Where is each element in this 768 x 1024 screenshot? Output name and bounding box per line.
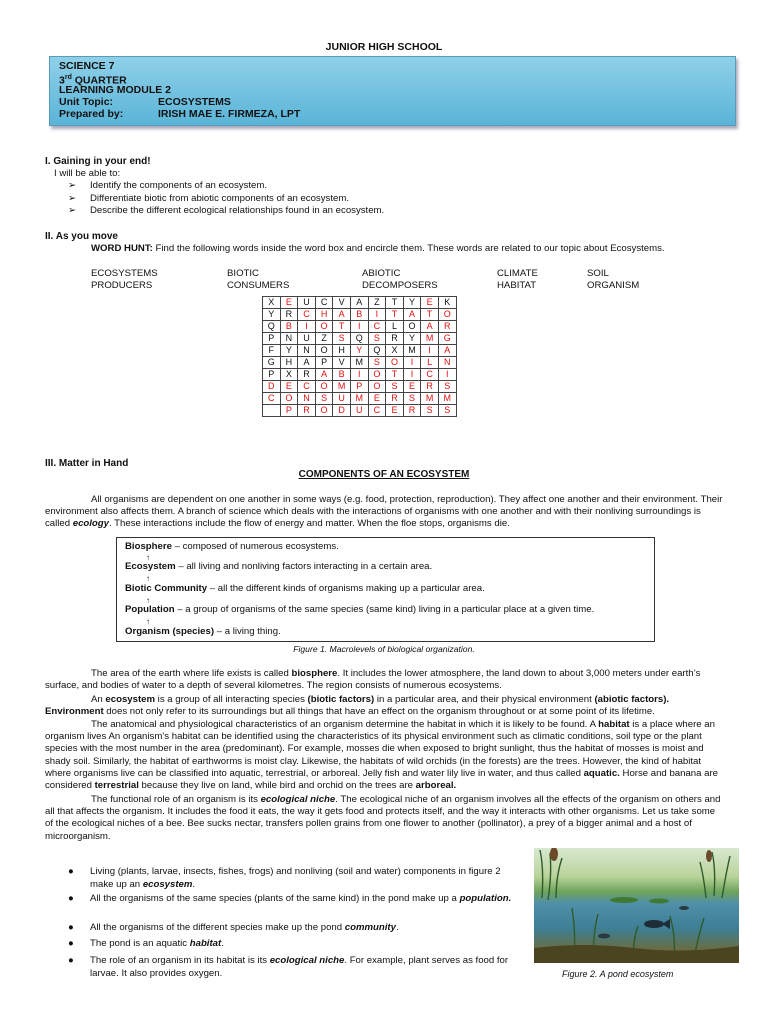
grid-cell: D — [333, 405, 351, 417]
grid-cell: O — [315, 321, 333, 333]
term-ecology: ecology — [72, 518, 109, 530]
level-desc: – a group of organisms of the same species (same kind) living in a particular place at a given time. — [174, 604, 595, 615]
text-run: . — [395, 922, 399, 933]
grid-cell: S — [315, 393, 333, 405]
text-run: . For example, plant serves as food for larvae. It also provides oxygen. — [90, 955, 509, 979]
grid-cell: N — [298, 345, 316, 357]
quarter-number: 3 — [59, 74, 65, 87]
objective-item — [68, 193, 384, 206]
grid-row — [263, 345, 457, 357]
school-title: JUNIOR HIGH SCHOOL — [325, 41, 443, 53]
unit-topic-value: ECOSYSTEMS — [158, 96, 231, 108]
grid-cell: V — [333, 357, 351, 369]
bullet-term: ecosystem — [142, 878, 193, 890]
grid-cell: Y — [263, 309, 281, 321]
grid-cell: Q — [350, 333, 368, 345]
objectives-list — [68, 180, 384, 218]
grid-cell: A — [421, 321, 439, 333]
term-ecosystem: ecosystem — [105, 694, 156, 705]
level-term: Biotic Community — [125, 583, 208, 594]
grid-cell: P — [280, 405, 298, 417]
quarter-suffix: rd — [64, 74, 72, 81]
prepared-by-line — [59, 108, 459, 120]
text-run: The functional role of an organism is its — [91, 794, 261, 805]
up-arrow-icon: ↑ — [146, 574, 150, 583]
grid-cell: M — [421, 333, 439, 345]
word-item: CLIMATE — [497, 268, 538, 279]
grid-cell: M — [350, 357, 368, 369]
grid-cell: O — [403, 321, 421, 333]
grid-cell: C — [298, 309, 316, 321]
grid-cell: Y — [280, 345, 298, 357]
grid-row — [263, 297, 457, 309]
term-arboreal: arboreal. — [415, 780, 457, 792]
grid-cell: E — [403, 381, 421, 393]
bullet-term: ecological niche — [269, 955, 345, 966]
grid-cell: C — [315, 297, 333, 309]
grid-cell: C — [263, 393, 281, 405]
grid-cell: I — [298, 321, 316, 333]
grid-cell: C — [298, 381, 316, 393]
up-arrow-icon: ↑ — [146, 617, 150, 626]
grid-cell: V — [333, 297, 351, 309]
level-desc: – a living thing. — [214, 626, 281, 637]
paragraph-ecology — [45, 494, 725, 531]
section-1-heading: I. Gaining in your end! — [45, 156, 151, 167]
text-run: does not only refer to its surroundings but all things that have an effect on the organism throughout or at some point of its lifetime. — [103, 706, 655, 718]
level-desc: – all the different kinds of organisms making up a particular area. — [207, 583, 485, 594]
grid-row — [263, 333, 457, 345]
objective-text: Describe the different ecological relationships found in an ecosystem. — [90, 205, 385, 216]
unit-topic-label: Unit Topic: — [59, 96, 114, 108]
biological-levels-box — [116, 537, 655, 642]
grid-row — [263, 393, 457, 405]
arrow-bullet-icon: ➢ — [68, 192, 77, 204]
word-search-grid — [262, 296, 457, 417]
level-biotic-community — [125, 583, 485, 594]
paragraph-habitat — [45, 719, 725, 792]
grid-cell: E — [280, 381, 298, 393]
grid-cell: P — [263, 333, 281, 345]
grid-cell: D — [263, 381, 281, 393]
grid-cell: I — [368, 309, 386, 321]
grid-cell: L — [386, 321, 404, 333]
level-term: Organism (species) — [125, 626, 215, 637]
grid-cell: N — [280, 333, 298, 345]
section-3-heading: III. Matter in Hand — [45, 458, 129, 469]
subject-line: SCIENCE 7 — [59, 60, 115, 72]
grid-cell: R — [403, 405, 421, 417]
level-population — [125, 604, 594, 615]
grid-cell: P — [263, 369, 281, 381]
module-header-box — [49, 56, 736, 126]
term-abiotic-factors: (abiotic factors). — [594, 694, 670, 705]
grid-cell: O — [368, 381, 386, 393]
grid-cell: O — [315, 381, 333, 393]
text-run: . It includes the lower atmosphere, the land down to about 3,000 meters under earth’s surface, and bodies of water to a depth of several kilometres. The region consists of numerous ecosystems. — [45, 668, 701, 692]
text-run: in a particular area, and their physical environment — [374, 694, 595, 705]
text-run: . — [221, 938, 224, 949]
grid-row — [263, 309, 457, 321]
grid-cell: I — [403, 369, 421, 381]
grid-cell: I — [403, 357, 421, 369]
level-desc: – all living and nonliving factors interacting in a certain area. — [175, 561, 433, 572]
grid-cell: E — [280, 297, 298, 309]
bullet-dot-icon: ● — [68, 938, 74, 949]
grid-cell: H — [280, 357, 298, 369]
grid-cell: P — [350, 381, 368, 393]
term-terrestrial: terrestrial — [94, 780, 139, 792]
grid-cell: U — [298, 297, 316, 309]
pond-bullet — [68, 866, 515, 892]
text-run: The pond is an aquatic — [90, 938, 190, 949]
module-line: LEARNING MODULE 2 — [59, 84, 172, 96]
grid-cell: C — [368, 405, 386, 417]
grid-cell: U — [298, 333, 316, 345]
up-arrow-icon: ↑ — [146, 596, 150, 605]
grid-cell: I — [438, 369, 456, 381]
grid-cell: E — [421, 297, 439, 309]
pond-illustration — [534, 848, 739, 963]
grid-cell: Z — [368, 297, 386, 309]
bullet-term: habitat — [189, 938, 222, 949]
word-item: DECOMPOSERS — [362, 280, 438, 291]
grid-cell: A — [298, 357, 316, 369]
grid-row — [263, 381, 457, 393]
word-item: PRODUCERS — [91, 280, 153, 291]
text-run: Living (plants, larvae, insects, fishes, frogs) and nonliving (soil and water) components in figure 2 make up an — [90, 866, 501, 890]
grid-row — [263, 357, 457, 369]
grid-cell: T — [386, 309, 404, 321]
grid-cell: M — [421, 393, 439, 405]
grid-cell: S — [403, 393, 421, 405]
grid-cell: Z — [315, 333, 333, 345]
level-ecosystem — [125, 561, 432, 572]
grid-cell: A — [333, 309, 351, 321]
level-desc: – composed of numerous ecosystems. — [171, 541, 339, 552]
word-item: ORGANISM — [587, 280, 640, 291]
figure-2-caption: Figure 2. A pond ecosystem — [562, 969, 674, 979]
grid-cell: O — [386, 357, 404, 369]
bullet-dot-icon: ● — [68, 893, 74, 904]
quarter-word: QUARTER — [74, 74, 127, 87]
unit-topic-line — [59, 96, 459, 108]
grid-cell: U — [333, 393, 351, 405]
word-item: CONSUMERS — [227, 280, 290, 291]
grid-cell: A — [315, 369, 333, 381]
word-item: SOIL — [587, 268, 609, 279]
text-run: . The ecological niche of an organism involves all the effects of the organism on others and all that affects the organism. It includes the food it eats, the way it gets food and protects itself, and the way it interacts with other organisms. Let us take some of the ecological niches of a bee. Bee sucks nectar, transfers pollen grains from one flower to another (pollinator), a prey of a bigger animal and a host of microorganism. — [45, 794, 721, 842]
grid-cell: Y — [403, 333, 421, 345]
arrow-bullet-icon: ➢ — [68, 205, 77, 216]
grid-cell: X — [386, 345, 404, 357]
word-item: ECOSYSTEMS — [91, 268, 158, 279]
grid-cell: B — [350, 309, 368, 321]
text-run: because they live on land, while bird and orchid on the trees are — [138, 780, 416, 792]
word-item: BIOTIC — [227, 268, 259, 279]
text-run: is a place where an organism lives An organism’s habitat can be identified using the characteristics of its physical environment such as climatic conditions, soil type or the plant species with the most number in the area (predominant). For example, mosses die when exposed to bright sunlight, thus the habitat of mosses is moist and shady soil. Similarly, the habitat of earthworms is moist clay. Likewise, the habitats of wild orchids (in the forests) are the trees. However, the kind of habitat where organisms live can be classified into aquatic, terrestrial, or arboreal. Jelly fish and water lily live in water, and thus called — [45, 719, 715, 779]
grid-cell: B — [333, 369, 351, 381]
word-hunt-text: Find the following words inside the word box and encircle them. These words are related to our topic about Ecosystems. — [152, 243, 665, 254]
grid-cell: O — [315, 345, 333, 357]
text-run: . These interactions include the flow of energy and matter. When the floe stops, organisms die. — [109, 518, 510, 530]
section-2-heading: II. As you move — [45, 231, 118, 242]
grid-cell: A — [350, 297, 368, 309]
level-term: Ecosystem — [125, 561, 176, 572]
grid-cell: S — [368, 333, 386, 345]
grid-cell: Y — [350, 345, 368, 357]
prepared-by-label: Prepared by: — [59, 108, 124, 120]
text-run: The anatomical and physiological characteristics of an organism determine the habitat in which it is likely to be found. A — [91, 719, 599, 730]
grid-cell: K — [438, 297, 456, 309]
grid-cell: T — [386, 297, 404, 309]
grid-cell: H — [333, 345, 351, 357]
bullet-term: population. — [459, 893, 512, 904]
grid-cell: R — [298, 405, 316, 417]
grid-cell: G — [438, 333, 456, 345]
grid-cell: X — [280, 369, 298, 381]
text-run: All the organisms of the same species (plants of the same kind) in the pond make up a — [90, 893, 460, 904]
grid-cell: R — [280, 309, 298, 321]
grid-row — [263, 369, 457, 381]
term-habitat: habitat — [598, 719, 630, 730]
grid-cell: M — [403, 345, 421, 357]
components-title: COMPONENTS OF AN ECOSYSTEM — [298, 469, 470, 480]
grid-cell: B — [280, 321, 298, 333]
term-biotic-factors: (biotic factors) — [307, 694, 375, 705]
pond-bullet — [68, 938, 515, 951]
grid-cell: N — [438, 357, 456, 369]
word-hunt-label: WORD HUNT: — [91, 243, 153, 254]
level-term: Biosphere — [125, 541, 172, 552]
objectives-intro: I will be able to: — [54, 168, 121, 179]
objective-text: Differentiate biotic from abiotic components of an ecosystem. — [90, 192, 349, 204]
prepared-by-value: IRISH MAE E. FIRMEZA, LPT — [158, 108, 301, 120]
grid-cell: U — [350, 405, 368, 417]
text-run: Horse and banana are considered — [45, 767, 718, 792]
grid-cell: C — [368, 321, 386, 333]
grid-cell: R — [386, 393, 404, 405]
grid-cell: R — [438, 321, 456, 333]
grid-cell: S — [421, 405, 439, 417]
pond-bullet — [68, 922, 515, 935]
grid-cell: P — [315, 357, 333, 369]
grid-cell: T — [386, 369, 404, 381]
level-organism — [125, 626, 281, 637]
grid-cell: S — [368, 357, 386, 369]
objective-item — [68, 205, 384, 218]
grid-cell: S — [333, 333, 351, 345]
grid-cell: O — [280, 393, 298, 405]
text-run: An — [91, 694, 106, 705]
grid-cell: Y — [403, 297, 421, 309]
paragraph-biosphere — [45, 668, 725, 692]
grid-cell: H — [315, 309, 333, 321]
paragraph-niche — [45, 794, 725, 843]
term-environment: Environment — [45, 706, 104, 718]
grid-cell: X — [263, 297, 281, 309]
text-run: The area of the earth where life exists is called — [91, 668, 292, 679]
grid-cell: S — [438, 405, 456, 417]
grid-cell: E — [386, 405, 404, 417]
bullet-dot-icon: ● — [68, 866, 74, 877]
pond-ecosystem-image — [534, 848, 739, 963]
grid-cell: Q — [263, 321, 281, 333]
bullet-term: community — [344, 922, 396, 933]
grid-cell: Q — [368, 345, 386, 357]
level-term: Population — [125, 604, 175, 615]
grid-cell: G — [263, 357, 281, 369]
grid-cell: O — [315, 405, 333, 417]
grid-cell: R — [386, 333, 404, 345]
grid-cell: C — [421, 369, 439, 381]
grid-cell: A — [438, 345, 456, 357]
grid-cell: S — [438, 381, 456, 393]
pond-bullet — [68, 893, 515, 906]
figure-1-caption: Figure 1. Macrolevels of biological organization. — [293, 644, 475, 654]
up-arrow-icon: ↑ — [146, 553, 150, 562]
word-hunt-instructions — [91, 243, 665, 256]
grid-cell: T — [333, 321, 351, 333]
level-biosphere — [125, 541, 339, 552]
grid-cell: S — [386, 381, 404, 393]
grid-cell: M — [350, 393, 368, 405]
objective-text: Identify the components of an ecosystem. — [90, 180, 268, 191]
term-aquatic: aquatic. — [583, 767, 620, 779]
paragraph-ecosystem — [45, 694, 725, 718]
word-item: HABITAT — [497, 280, 537, 291]
grid-cell: T — [421, 309, 439, 321]
objective-item — [68, 180, 384, 193]
text-run: All the organisms of the different species make up the pond — [90, 922, 345, 933]
grid-cell: M — [333, 381, 351, 393]
grid-cell: O — [438, 309, 456, 321]
grid-cell — [263, 405, 281, 417]
term-biosphere: biosphere — [291, 668, 338, 679]
word-list — [0, 268, 768, 294]
grid-cell: R — [421, 381, 439, 393]
grid-cell: N — [298, 393, 316, 405]
word-item: ABIOTIC — [362, 268, 401, 279]
grid-cell: F — [263, 345, 281, 357]
grid-cell: L — [421, 357, 439, 369]
grid-cell: I — [350, 321, 368, 333]
bullet-dot-icon: ● — [68, 922, 74, 933]
bullet-dot-icon: ● — [68, 955, 74, 966]
grid-row — [263, 405, 457, 417]
text-run: is a group of all interacting species — [155, 694, 308, 705]
grid-cell: R — [298, 369, 316, 381]
grid-cell: E — [368, 393, 386, 405]
pond-bullet — [68, 955, 515, 981]
grid-cell: I — [421, 345, 439, 357]
grid-cell: M — [438, 393, 456, 405]
arrow-bullet-icon: ➢ — [68, 180, 77, 191]
term-ecological-niche: ecological niche — [260, 794, 336, 805]
grid-cell: O — [368, 369, 386, 381]
text-run: . — [192, 878, 196, 890]
grid-row — [263, 321, 457, 333]
text-run: The role of an organism in its habitat is its — [90, 955, 270, 966]
grid-cell: I — [350, 369, 368, 381]
grid-cell: A — [403, 309, 421, 321]
text-run: All organisms are dependent on one another in some ways (e.g. food, protection, reproduction). They affect one another and their environment. Their environment also affects them. A branch of science which deals with the interactions of organisms with one another and with their nonliving surroundings is called — [45, 494, 723, 530]
